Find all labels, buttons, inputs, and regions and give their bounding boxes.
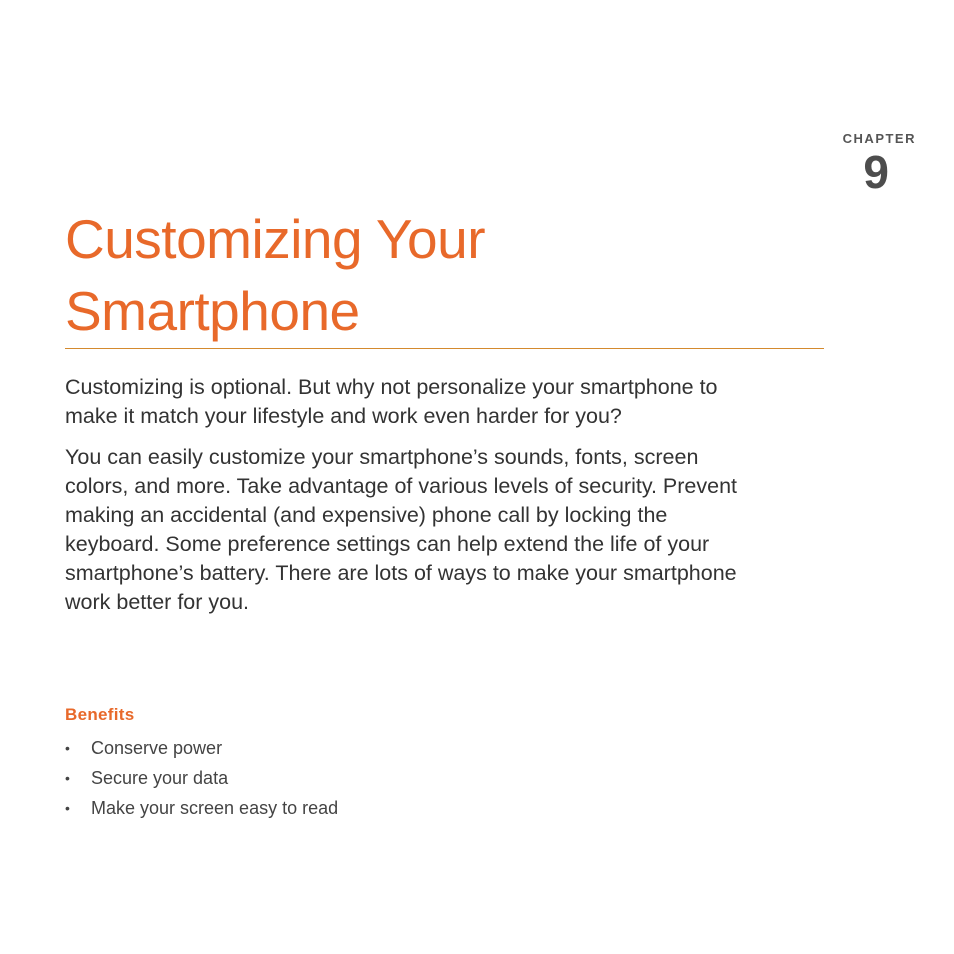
benefits-heading: Benefits	[65, 705, 135, 724]
benefits-list	[65, 733, 565, 823]
intro-paragraph-2: You can easily customize your smartphone’s sounds, fonts, screen colors, and more. Take advantage of various levels of security. Prevent making an accidental (and expensive) phone call by locking the keyboard. Some preference settings can help extend the life of your smartphone’s battery. There are lots of ways to make your smartphone work better for you.	[65, 445, 738, 614]
intro-section	[65, 373, 745, 629]
intro-paragraph-1: Customizing is optional. But why not personalize your smartphone to make it match your lifestyle and work even harder for you?	[65, 375, 718, 428]
benefit-text: Conserve power	[91, 738, 223, 758]
chapter-marker	[842, 131, 916, 198]
list-item	[65, 733, 565, 763]
page-title-line-2: Smartphone	[65, 280, 360, 342]
page-title	[65, 203, 765, 347]
bullet-icon: •	[65, 740, 70, 756]
bullet-icon: •	[65, 800, 70, 816]
list-item	[65, 793, 565, 823]
list-item	[65, 763, 565, 793]
chapter-number: 9	[863, 146, 889, 198]
chapter-label: CHAPTER	[842, 131, 916, 146]
title-divider	[65, 348, 824, 349]
benefit-text: Secure your data	[91, 768, 229, 788]
benefits-section	[65, 704, 565, 823]
benefit-text: Make your screen easy to read	[91, 798, 339, 818]
bullet-icon: •	[65, 770, 70, 786]
page-title-line-1: Customizing Your	[65, 208, 486, 270]
